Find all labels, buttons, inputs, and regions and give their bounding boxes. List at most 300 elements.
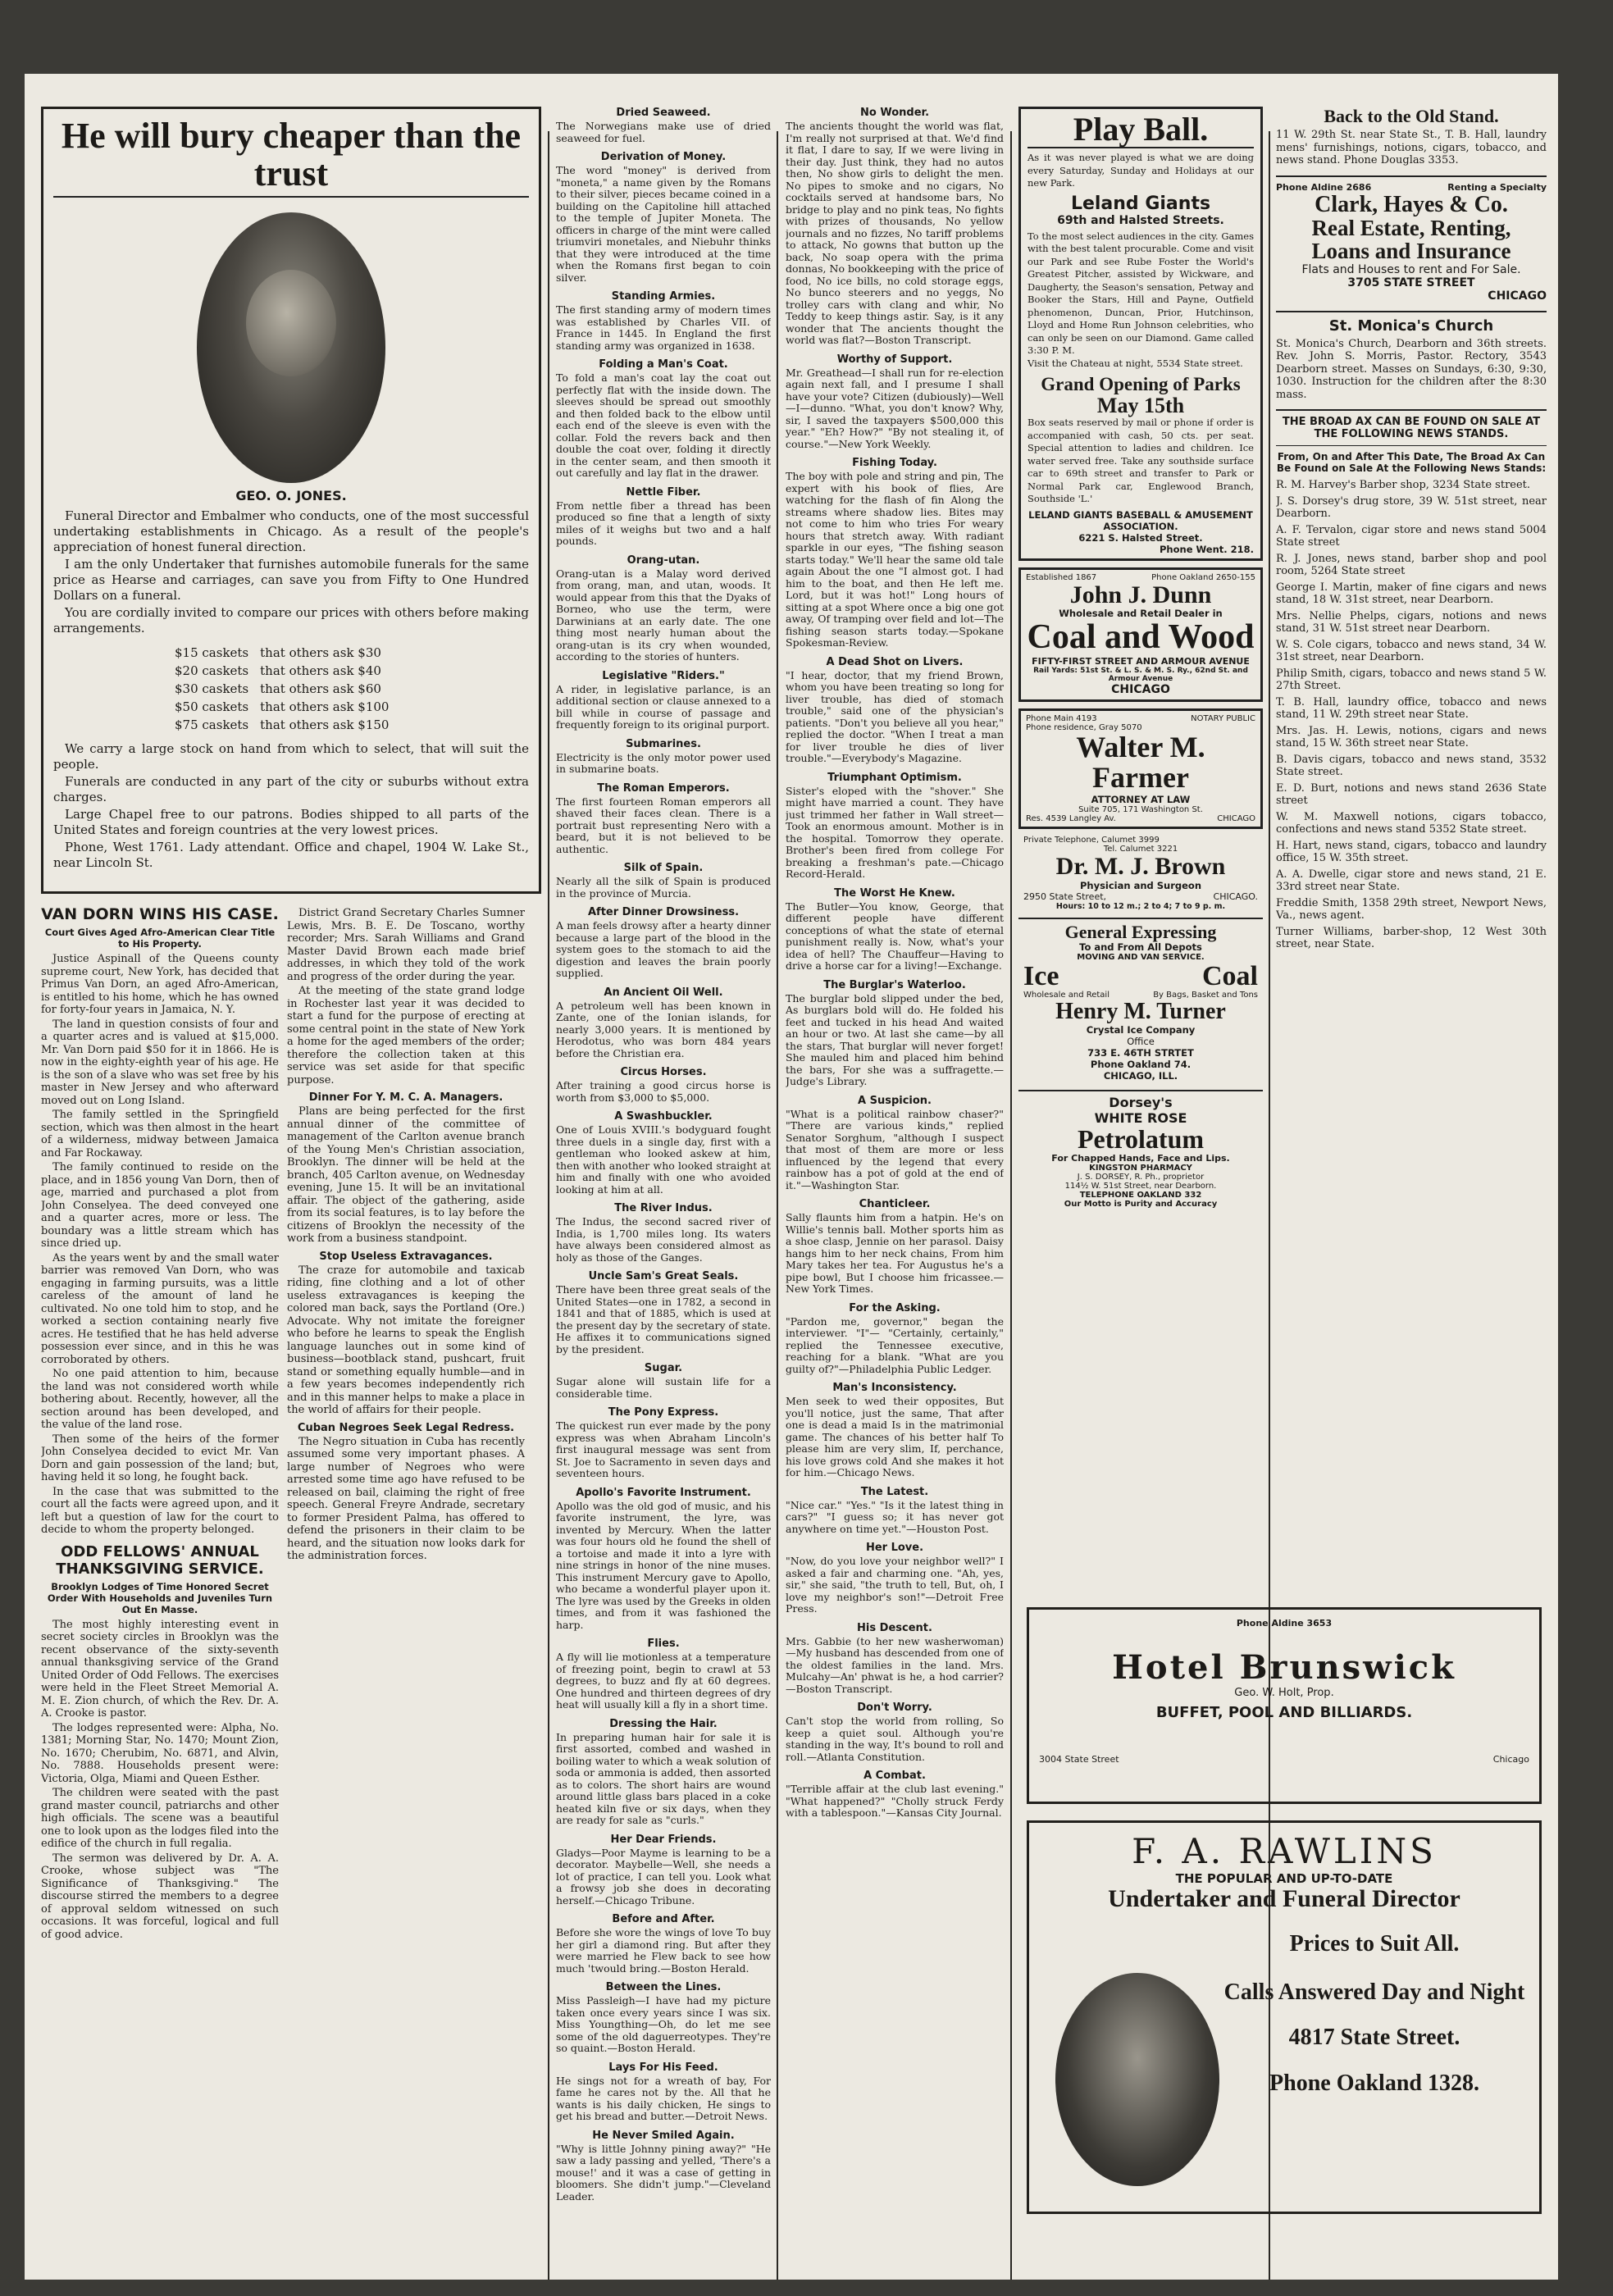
- miscellany-column: [556, 107, 771, 1827]
- column-2: [556, 107, 771, 2271]
- clark-address: 3705 STATE STREET: [1347, 276, 1475, 289]
- newsstand-entry: E. D. Burt, notions and news stand 2636 State street: [1276, 781, 1547, 808]
- clark-line2: Loans and Insurance: [1311, 239, 1511, 264]
- short-item: [556, 107, 771, 144]
- short-item: [556, 1406, 771, 1480]
- item-body: Miss Passleigh—I have had my picture taken once every years since I was six. Miss Youngthing—Oh, do let me see some of the old daguerreotypes. They're so quaint.—Boston Herald.: [556, 1994, 771, 2054]
- newsstand-entry: J. S. Dorsey's drug store, 39 W. 51st street, near Dearborn.: [1276, 494, 1547, 521]
- rawlins-address: 4817 State Street.: [1288, 2025, 1460, 2051]
- brunswick-city: Chicago: [1492, 1754, 1529, 1765]
- paragraph: The children were seated with the past grand master council, patriarchs and other high officials. The scene was a beautiful one to look upon as the lodges filed into the edifice of the church in full regalia.: [41, 1787, 279, 1850]
- price-table: [168, 643, 395, 735]
- item-body: Sugar alone will sustain life for a considerable time.: [556, 1375, 771, 1400]
- dunn-street: FIFTY-FIRST STREET AND ARMOUR AVENUE: [1032, 655, 1250, 667]
- item-title: Dressing the Hair.: [609, 1717, 718, 1730]
- short-item: [556, 1066, 771, 1104]
- rawlins-name: F. A. RAWLINS: [1132, 1831, 1437, 1871]
- item-title: Between the Lines.: [605, 1981, 722, 1993]
- turner-sub: To and From All Depots: [1079, 941, 1202, 953]
- paragraph: Funerals are conducted in any part of the city or suburbs without extra charges.: [53, 774, 529, 805]
- dorsey-use: For Chapped Hands, Face and Lips.: [1051, 1153, 1230, 1164]
- turner-phone: Phone Oakland 74.: [1090, 1058, 1192, 1070]
- paragraph: You are cordially invited to compare our prices with others before making arrangements.: [53, 605, 529, 636]
- item-title: Circus Horses.: [620, 1066, 707, 1078]
- opening-body: Box seats reserved by mail or phone if order is accompanied with cash, 50 cts. per seat. Special attention to ladies and children. Ice water served free. Take any southside surface car to 69th street and transfer to Park or Normal Park car, Englewood Branch, Southside 'L.': [1027, 417, 1254, 505]
- grand-lodge-body: [287, 907, 525, 1086]
- item-title: A Dead Shot on Livers.: [826, 655, 964, 668]
- item-title: Chanticleer.: [859, 1198, 931, 1210]
- jokes-column: [556, 1834, 771, 2203]
- short-item: [786, 772, 1004, 881]
- short-item: [786, 353, 1004, 451]
- item-body: The word "money" is derived from "moneta," a name given by the Romans to their silver, pieces became coined in a building on the Capitoline hill attached to the temple of Jupiter Moneta. The officers in charge of the mint were called triumviri monetales, and Niebuhr thinks that they were introduced at the time when the Romans first began to coin silver.: [556, 164, 771, 284]
- paragraph: Then some of the heirs of the former John Conselyea decided to evict Mr. Van Dorn and gain possession of the land; but, having held it so long, he fought back.: [41, 1433, 279, 1483]
- old-stand-ad: [1276, 107, 1547, 167]
- brown-private: Private Telephone, Calumet 3999: [1023, 836, 1160, 845]
- dorsey-brand: Dorsey's: [1109, 1094, 1173, 1110]
- newsstand-entry: Turner Williams, barber-shop, 12 West 30th street, near State.: [1276, 925, 1547, 951]
- item-title: Triumphant Optimism.: [827, 771, 962, 784]
- odd-fellows-body: [41, 1619, 279, 1942]
- ad-headline: He will bury cheaper than the trust: [53, 117, 529, 198]
- price-cell: $30 caskets: [175, 681, 249, 697]
- short-item: [556, 738, 771, 776]
- item-title: Orang-utan.: [627, 554, 700, 567]
- column-rule: [548, 131, 549, 2280]
- price-cell: that others ask $150: [260, 718, 390, 733]
- item-body: The Butler—You know, George, that different people have different conceptions of what the state of eternal punishment really is. Now, what's your idea of hell? The Chauffeur—Having to drive a horse car for a living!—Exchange.: [786, 900, 1004, 972]
- short-item: [556, 151, 771, 284]
- clark-ad: [1276, 175, 1547, 303]
- item-title: Dried Seaweed.: [616, 107, 711, 119]
- chateau-note: Visit the Chateau at night, 5534 State street.: [1027, 357, 1243, 369]
- item-body: Men seek to wed their opposites, But you'll notice, just the same, That after one is dead a maid Is in the matrimonial game. The chances of his better half To please him are very slim, If, perchance, his love grows cold And she makes it hot for him.—Chicago News.: [786, 1395, 1004, 1478]
- price-cell: $15 caskets: [175, 645, 249, 661]
- rawlins-ad: [1027, 1820, 1542, 2214]
- paragraph: The land in question consists of four and a quarter acres and is valued at $15,000. Mr. Van Dorn paid $50 for it in 1866. He is now in the eighty-eighth year of his age. He is the son of a slave who was set free by his master in New Jersey and who afterward moved out on Long Island.: [41, 1018, 279, 1107]
- short-item: [556, 1362, 771, 1400]
- short-item: [786, 887, 1004, 973]
- paragraph: The family settled in the Springfield section, which was then almost in the heart of a wilderness, midway between Jamaica and Far Rockaway.: [41, 1109, 279, 1159]
- dunn-name: John J. Dunn: [1069, 581, 1212, 608]
- item-title: Standing Armies.: [611, 290, 716, 303]
- item-body: A man feels drowsy after a hearty dinner because a large part of the blood in the system goes to the stomach to aid the digestion and leaves the brain poorly supplied.: [556, 919, 771, 979]
- short-item: [556, 782, 771, 856]
- price-row: [170, 663, 394, 679]
- item-body: Electricity is the only motor power used in submarine boats.: [556, 750, 771, 775]
- short-item: [556, 1270, 771, 1355]
- dorsey-address: 114½ W. 51st Street, near Dearborn.: [1064, 1182, 1217, 1191]
- short-item: [786, 457, 1004, 649]
- column-5: [1276, 107, 1547, 1607]
- short-item: [556, 2061, 771, 2123]
- short-item: [786, 1770, 1004, 1820]
- item-body: There have been three great seals of the United States—one in 1782, a second in 1841 and that of 1885, which is used at the present day by the secretary of state. He affixes it to communications signed by the president.: [556, 1283, 771, 1355]
- item-title: After Dinner Drowsiness.: [587, 906, 740, 918]
- item-title: Flies.: [647, 1638, 680, 1650]
- paragraph: Large Chapel free to our patrons. Bodies shipped to all parts of the United States and foreign countries at the very lowest prices.: [53, 807, 529, 838]
- clark-city: CHICAGO: [1488, 289, 1547, 303]
- item-body: "Pardon me, governor," began the interviewer. "I"— "Certainly, certainly," replied the Tennessee executive, reaching for a blank. "What are you guilty of?"—Philadelphia Public Ledger.: [786, 1314, 1004, 1375]
- undertaker-ad: [41, 107, 541, 894]
- short-item: [786, 107, 1004, 347]
- dunn-ad: [1018, 567, 1263, 702]
- dorsey-product-a: WHITE ROSE: [1094, 1109, 1187, 1126]
- price-cell: that others ask $30: [260, 645, 381, 661]
- paragraph: In the case that was submitted to the court all the facts were agreed upon, and it left but a question of law for the court to decide to whom the property belonged.: [41, 1485, 279, 1536]
- short-item: [556, 1834, 771, 1907]
- farmer-residence: Res. 4539 Langley Av.: [1026, 814, 1116, 824]
- farmer-title: ATTORNEY AT LAW: [1091, 794, 1191, 806]
- monica-notice: [1276, 311, 1547, 402]
- rawlins-prices: Prices to Suit All.: [1289, 1930, 1460, 1957]
- brown-title: Physician and Surgeon: [1079, 879, 1202, 891]
- price-cell: that others ask $100: [260, 699, 390, 715]
- paragraph: Phone, West 1761. Lady attendant. Office and chapel, 1904 W. Lake St., near Lincoln St.: [53, 840, 529, 871]
- dorsey-ad: [1018, 1090, 1263, 1213]
- short-item: [786, 1382, 1004, 1479]
- ymca-title: Dinner For Y. M. C. A. Managers.: [308, 1091, 503, 1104]
- short-item: [786, 979, 1004, 1088]
- newsstand-entry: Mrs. Jas. H. Lewis, notions, cigars and news stand, 15 W. 36th street near State.: [1276, 724, 1547, 750]
- item-title: Folding a Man's Coat.: [599, 358, 728, 371]
- newsstand-entry: H. Hart, news stand, cigars, tobacco and laundry office, 15 W. 35th street.: [1276, 839, 1547, 865]
- item-title: His Descent.: [857, 1621, 932, 1634]
- newsstand-header: THE BROAD AX CAN BE FOUND ON SALE AT THE FOLLOWING NEWS STANDS.: [1282, 416, 1541, 441]
- van-dorn-headline: VAN DORN WINS HIS CASE.: [41, 905, 279, 923]
- paragraph: At the meeting of the state grand lodge in Rochester last year it was decided to start a fund for the purpose of erecting at some central point in the state of New York a home for the aged members of the order; therefore the collection taken at this service was set aside for that specific purpose.: [287, 985, 525, 1086]
- turner-ad: [1018, 918, 1263, 1085]
- item-body: From nettle fiber a thread has been produced so fine that a length of sixty miles of it weighs but two and a half pounds.: [556, 499, 771, 547]
- newsstand-entry: Freddie Smith, 1358 29th street, Newport News, Va., news agent.: [1276, 896, 1547, 922]
- dorsey-pharmacy: KINGSTON PHARMACY: [1089, 1164, 1192, 1173]
- item-title: Don't Worry.: [857, 1702, 932, 1714]
- brunswick-prop: Geo. W. Holt, Prop.: [1234, 1687, 1334, 1699]
- short-item: [556, 2130, 771, 2203]
- short-item: [786, 1542, 1004, 1615]
- turner-address: 733 E. 46TH STRTET: [1087, 1046, 1194, 1059]
- clark-line1: Real Estate, Renting,: [1311, 215, 1511, 240]
- rawlins-phone: Phone Oakland 1328.: [1269, 2070, 1479, 2096]
- turner-name: Henry M. Turner: [1055, 999, 1226, 1025]
- item-title: A Swashbuckler.: [614, 1110, 713, 1123]
- newsstand-entry: George I. Martin, maker of fine cigars and news stand, 18 W. 31st street, near Dearborn.: [1276, 581, 1547, 607]
- van-dorn-subhead: Court Gives Aged Afro-American Clear Title to His Property.: [44, 927, 276, 950]
- dorsey-product-b: Petrolatum: [1077, 1123, 1205, 1154]
- short-item: [556, 290, 771, 352]
- brown-address: 2950 State Street,: [1023, 891, 1107, 902]
- paragraph: The sermon was delivered by Dr. A. A. Crooke, whose subject was "The Significance of Thanksgiving." The discourse stirred the members to a degree of approval seldom witnessed on such occasions. It was forceful, logical and full of good advice.: [41, 1852, 279, 1941]
- lodge-column: [287, 905, 525, 1941]
- odd-fellows-subhead: Brooklyn Lodges of Time Honored Secret Order With Households and Juveniles Turn Out En Masse.: [47, 1580, 273, 1615]
- column-1: [41, 107, 541, 2271]
- item-title: Before and After.: [612, 1913, 715, 1925]
- play-ball-title: Play Ball.: [1027, 112, 1254, 148]
- short-item: [786, 1486, 1004, 1536]
- paragraph: We carry a large stock on hand from which to select, that will suit the people.: [53, 741, 529, 772]
- brunswick-phone: Phone Aldine 3653: [1236, 1618, 1333, 1629]
- newsstand-entry: R. J. Jones, news stand, barber shop and pool room, 5264 State street: [1276, 552, 1547, 578]
- short-item: [786, 1622, 1004, 1696]
- column-rule: [777, 131, 778, 2280]
- item-body: Gladys—Poor Mayme is learning to be a decorator. Maybelle—Well, she needs a lot of practice, I can tell you. Look what a frowsy job she does in decorating herself.—Chicago Tribune.: [556, 1846, 771, 1906]
- rawlins-details: [1219, 1924, 1529, 2186]
- portrait-photo: [197, 212, 385, 483]
- short-item: [786, 656, 1004, 765]
- item-title: Derivation of Money.: [600, 151, 727, 163]
- paragraph: I am the only Undertaker that furnishes automobile funerals for the same price as Hearse and carriages, can save you from Fifty to One Hundred Dollars on a funeral.: [53, 557, 529, 604]
- item-title: The Worst He Knew.: [834, 886, 955, 900]
- item-body: Apollo was the old god of music, and his favorite instrument, the lyre, was invented by Mercury. When the latter was four hours old he found the shell of a tortoise and made it into a lyre with nine strings in honor of the nine muses. This instrument Mercury gave to Apollo, who became a wonderful player upon it. The lyre was used by the Greeks in olden times, and from it was fashioned the harp.: [556, 1499, 771, 1631]
- short-item: [556, 670, 771, 731]
- newsstand-entry: A. F. Tervalon, cigar store and news stand 5004 State street: [1276, 523, 1547, 549]
- short-item: [786, 1702, 1004, 1763]
- brunswick-line: BUFFET, POOL AND BILLIARDS.: [1155, 1704, 1413, 1721]
- item-body: A fly will lie motionless at a temperature of freezing point, begin to crawl at 53 degrees, to buzz and fly at 60 degrees. One hundred and thirteen degrees of dry heat will usually kill a fly in a short time.: [556, 1651, 771, 1711]
- newspaper-page: [25, 74, 1558, 2280]
- dunn-yards: Rail Yards: 51st St. & L. S. & M. S. Ry., 62nd St. and Armour Avenue: [1033, 666, 1248, 683]
- dorsey-phone: TELEPHONE OAKLAND 332: [1079, 1191, 1202, 1200]
- short-item: [556, 1202, 771, 1264]
- ymca-body: Plans are being perfected for the first annual dinner of the committee of management of the Carlton avenue branch of the Young Men's Christian association, Brooklyn. The dinner will be held at the branch, 405 Carlton avenue, on Wednesday evening, June 15. It will be an invitational affair. The object of the gathering, aside from its social features, is to lay before the citizens of Brooklyn the necessity of the work from a business standpoint.: [287, 1105, 525, 1245]
- item-body: The burglar bold slipped under the bed, As burglars bold will do. He folded his feet and tucked in his head And waited an hour or two. At last she came—by all the stars, That burglar will never forget! She mauled him and placed him behind the bars, For she was a suffragette.—Judge's Library.: [786, 991, 1004, 1087]
- paragraph: No one paid attention to him, because the land was not considered worth while bothering about. Recently, however, all the section around has been developed, and the value of the land rose.: [41, 1368, 279, 1431]
- play-ball-body: To the most select audiences in the city. Games with the best talent procurable. Come and visit our Park and see Rube Foster the World's Greatest Pitcher, assisted by Wickware, and Daugherty, the Season's sensation, Petway and Booker the Stars, Hill and Payne, Outfield phenomenon, Duncan, Prior, Hutchinson, Lloyd and Home Run Johnson celebrities, who can only be seen on our Diamond. Game called 3:30 P. M.: [1027, 230, 1254, 356]
- newsstand-entry: Mrs. Nellie Phelps, cigars, notions and news stand, 31 W. 51st street near Dearborn.: [1276, 609, 1547, 636]
- item-title: He Never Smiled Again.: [592, 2129, 735, 2142]
- item-title: Fishing Today.: [852, 457, 937, 469]
- short-item: [556, 1487, 771, 1632]
- item-body: A rider, in legislative parlance, is an additional section or clause annexed to a bill while in course of passage and frequently foreign to its original purport.: [556, 682, 771, 731]
- ad-closing: [53, 741, 529, 871]
- price-cell: $20 caskets: [175, 663, 249, 679]
- price-row: [170, 699, 394, 715]
- ad-paragraphs: [53, 508, 529, 636]
- item-body: Sister's eloped with the "shover." She might have married a count. They have just trimmed her father in Wall street—Took an enormous amount. Mother is in the hospital. Tomorrow they operate. Brother's been fired from college For breaking a freshman's pate.—Chicago Record-Herald.: [786, 784, 1004, 880]
- farmer-ad: [1018, 708, 1263, 830]
- van-dorn-body: [41, 953, 279, 1537]
- newsstand-entry: R. M. Harvey's Barber shop, 3234 State street.: [1276, 479, 1531, 492]
- item-body: Before she wore the wings of love To buy her girl a diamond ring. But after they were married he Flew back to see how much 'twould bring.—Boston Herald.: [556, 1926, 771, 1975]
- item-title: Her Love.: [865, 1542, 924, 1554]
- item-body: Orang-utan is a Malay word derived from orang, man, and utan, woods. It would appear from this that the Dyaks of Borneo, who use the term, were Darwinians at an early date. The one thing most nearly human about the orang-utan is its cry when wounded, according to the stories of hunters.: [556, 567, 771, 663]
- brunswick-name: Hotel Brunswick: [1112, 1648, 1456, 1687]
- dorsey-prop: J. S. DORSEY, R. Ph., proprietor: [1077, 1173, 1205, 1182]
- paragraph: The family continued to reside on the place, and in 1856 young Van Dorn, then of age, married and purchased a plot from John Conselyea. The deed conveyed one and a quarter acres, more or less. The boundary was a little stream which has since dried up.: [41, 1161, 279, 1250]
- short-item: [786, 1095, 1004, 1192]
- item-body: A petroleum well has been known in Zante, one of the Ionian islands, for nearly 3,000 years. It is mentioned by Herodotus, who was born 484 years before the Christian era.: [556, 999, 771, 1059]
- farmer-name: Walter M. Farmer: [1076, 730, 1205, 795]
- brunswick-address: 3004 State Street: [1039, 1754, 1119, 1765]
- newsstand-entry: B. Davis cigars, tobacco and news stand, 3532 State street.: [1276, 753, 1547, 779]
- farmer-res-phone: Phone residence, Gray 5070: [1026, 722, 1142, 732]
- dunn-established: Established 1867: [1026, 572, 1097, 582]
- farmer-notary: NOTARY PUBLIC: [1191, 713, 1255, 723]
- association-name: LELAND GIANTS BASEBALL & AMUSEMENT ASSOCIATION.: [1028, 508, 1253, 532]
- short-item: [556, 986, 771, 1060]
- clark-specialty: Renting a Specialty: [1447, 181, 1547, 193]
- paragraph: District Grand Secretary Charles Sumner Lewis, Mrs. B. E. De Toscano, worthy recorder; Mrs. Sarah Williams and Grand Master David Brown each made brief addresses, in which they told of the work and progress of the order during the year.: [287, 907, 525, 983]
- item-title: Lays For His Feed.: [608, 2061, 718, 2074]
- short-item: [556, 358, 771, 480]
- item-title: Her Dear Friends.: [610, 1833, 717, 1846]
- price-cell: that others ask $40: [260, 663, 381, 679]
- item-title: The Pony Express.: [608, 1406, 719, 1419]
- short-item: [556, 906, 771, 980]
- price-row: [170, 681, 394, 697]
- short-item: [556, 862, 771, 900]
- dunn-phone: Phone Oakland 2650-155: [1151, 572, 1255, 582]
- news-section: [41, 905, 541, 1941]
- association-address: 6221 S. Halsted Street.: [1078, 531, 1203, 544]
- old-stand-body: 11 W. 29th St. near State St., T. B. Hall, laundry mens' furnishings, notions, cigars, tobacco, and news stand. Phone Douglas 3353.: [1276, 129, 1547, 167]
- dunn-sub: Wholesale and Retail Dealer in: [1059, 608, 1223, 620]
- short-item: [556, 554, 771, 663]
- verse-column: [786, 107, 1004, 1820]
- item-body: He sings not for a wreath of bay, For fame he cares not by the. All that he wants is his daily chicken, He sings to get his bread and butter.—Detroit News.: [556, 2074, 771, 2122]
- turner-company: Crystal Ice Company: [1086, 1023, 1196, 1036]
- brown-ad: [1018, 834, 1263, 913]
- newsstand-list: [1276, 409, 1547, 951]
- van-dorn-article: [41, 905, 279, 1941]
- short-item: [786, 1302, 1004, 1376]
- item-body: Mrs. Gabbie (to her new washerwoman)—My husband has descended from one of the oldest families in the land. Mrs. Mulcahy—An' phwat is he, a hod carrier?—Boston Transcript.: [786, 1634, 1004, 1695]
- rawlins-title: Undertaker and Funeral Director: [1108, 1885, 1460, 1912]
- newsstand-entry: W. S. Cole cigars, tobacco and news stand, 34 W. 31st street, near Dearborn.: [1276, 638, 1547, 664]
- item-title: The Burglar's Waterloo.: [823, 978, 966, 991]
- turner-title: General Expressing: [1064, 921, 1217, 942]
- play-ball-ad: [1018, 107, 1263, 561]
- item-body: The first standing army of modern times was established by Charles VII. of France in 1445. In England the first standing army was organized in 1638.: [556, 303, 771, 352]
- item-body: After training a good circus horse is worth from $3,000 to $5,000.: [556, 1079, 771, 1104]
- newsstand-entry: W. M. Maxwell notions, cigars tobacco, confections and news stand 5352 State street.: [1276, 810, 1547, 836]
- extravagance-title: Stop Useless Extravagances.: [319, 1250, 493, 1263]
- newsstand-entry: Philip Smith, cigars, tobacco and news stand 5 W. 27th Street.: [1276, 667, 1547, 693]
- item-title: Worthy of Support.: [836, 353, 953, 366]
- cuban-body: The Negro situation in Cuba has recently assumed some very important phases. A large number of Negroes who were arrested some time ago have refused to be released on bail, claiming the right of free speech. General Freyre Andrade, secretary to former President Palma, has offered to defend the prisoners in their claim to be heard, and the situation now looks dark for the administration forces.: [287, 1435, 525, 1562]
- item-body: To fold a man's coat lay the coat out perfectly flat with the inside down. The sleeves should be spread out smoothly and then folded back to the elbow until each end of the sleeve is even with the collar. Fold the revers back and then double the coat over, folding it directly in the center seam, and then smooth it out carefully and lay flat in the drawer.: [556, 371, 771, 479]
- odd-fellows-headline: ODD FELLOWS' ANNUAL THANKSGIVING SERVICE.: [56, 1542, 264, 1578]
- item-title: Nettle Fiber.: [626, 485, 701, 499]
- opening-date: May 15th: [1096, 394, 1185, 418]
- brunswick-ad: [1027, 1607, 1542, 1804]
- farmer-phone: Phone Main 4193: [1026, 713, 1097, 723]
- park-location: 69th and Halsted Streets.: [1057, 213, 1224, 227]
- item-title: Uncle Sam's Great Seals.: [588, 1270, 739, 1282]
- short-item: [556, 1638, 771, 1711]
- newsstand-intro: From, On and After This Date, The Broad Ax Can Be Found on Sale At the Following News Stands:: [1276, 445, 1547, 474]
- portrait-caption: GEO. O. JONES.: [235, 488, 347, 504]
- item-body: Sally flaunts him from a hatpin. He's on Willie's tennis ball. Mother sports him as a shoe clasp, Jennie on her parasol. Daisy hangs him to her neck chains, From him Mary takes her tea. For Augustus he's a pipe bowl, But I choose him fricassee.—New York Times.: [786, 1211, 1004, 1295]
- item-body: The ancients thought the world was flat, I'm really not surprised at that. We'd find it flat, I dare to say, If we were living in their day. Just think, they had no autos then, No show girls to delight the men. No pipes to smoke and no cigars, No cocktails served at handsome bars, No bridge to play and no pink teas, No fights with prizes of thousands, No yellow journals and no fizzes, No tariff problems to attack, No gowns that button up the back, No soap opera with the prima donnas, No bookkeeping with the price of food, No ice bills, no cold storage eggs, No bunco steerers and no yeggs, No trolley cars with clang and whir, No Teddy to keep things astir. Say, is it any wonder that The ancients thought the world was flat?—Boston Transcript.: [786, 120, 1004, 346]
- rawlins-calls: Calls Answered Day and Night: [1223, 1979, 1525, 2005]
- item-body: Mr. Greathead—I shall run for re-election again next fall, and I presume I shall have your vote? Citizen (dubiously)—Well—I—dunno. "What, you don't know? Why, sir, I saved the taxpayers $500,000 this year." "Eh? How?" "By not stealing it, of course."—New York Weekly.: [786, 366, 1004, 450]
- paragraph: The lodges represented were: Alpha, No. 1381; Morning Star, No. 1470; Mount Zion, No. 1670; Cherubim, No. 6871, and Alvin, No. 7888. Households present were: Victoria, Olga, Miami and Queen Esther.: [41, 1721, 279, 1785]
- item-title: Apollo's Favorite Instrument.: [576, 1486, 751, 1499]
- column-3: [786, 107, 1004, 2271]
- paragraph: As the years went by and the small water barrier was removed Van Dorn, who was engaging in farming pursuits, was a little careless of the amount of land he cultivated. No one told him to stop, and he worked a section containing nearly five acres. He testified that he has held adverse possession ever since, and in this he was corroborated by others.: [41, 1251, 279, 1366]
- cuban-title: Cuban Negroes Seek Legal Redress.: [297, 1421, 515, 1434]
- paragraph: Funeral Director and Embalmer who conducts, one of the most successful undertaking establishments in Chicago. As a result of the people's appreciation of honest funeral direction.: [53, 508, 529, 555]
- turner-office: Office: [1127, 1035, 1155, 1047]
- item-body: The first fourteen Roman emperors all shaved their faces clean. There is a portrait bust representing Nero with a beard, but it is not believed to be authentic.: [556, 795, 771, 855]
- item-title: Legislative "Riders.": [602, 669, 725, 682]
- short-item: [556, 1981, 771, 2055]
- team-name: Leland Giants: [1070, 193, 1211, 214]
- item-body: "Now, do you love your neighbor well?" I asked a fair and charming one. "Ah, yes, sir," she said, "the truth to tell, But, oh, I love my neighbor's son!"—Detroit Free Press.: [786, 1555, 1004, 1615]
- monica-body: St. Monica's Church, Dearborn and 36th streets. Rev. John S. Morris, Pastor. Rectory, 3543 Dearborn street. Masses on Sundays, 6:30, 9:30, 1030. Instruction for the children after the 8:30 mass.: [1276, 337, 1547, 401]
- item-body: Can't stop the world from rolling, So keep a quiet soul. Although you're standing in the way, It's bound to roll and roll.—Atlanta Constitution.: [786, 1715, 1004, 1763]
- rawlins-portrait: [1055, 1973, 1219, 2186]
- item-body: "Why is little Johnny pining away?" "He saw a lady passing and yelled, 'There's a mouse!' and it was a case of getting in bloomers. She didn't jump."—Cleveland Leader.: [556, 2142, 771, 2203]
- item-body: Nearly all the silk of Spain is produced in the province of Murcia.: [556, 875, 771, 900]
- item-body: In preparing human hair for sale it is first assorted, combed and washed in boiling water to which a weak solution of soda or ammonia is added, then assorted as to colors. The short hairs are wound around little glass bars placed in a coke heated kiln five or six days, when they are ready for sale as "curls.": [556, 1730, 771, 1826]
- turner-right: By Bags, Basket and Tons: [1153, 991, 1258, 1000]
- association-phone: Phone Went. 218.: [1159, 543, 1254, 555]
- brown-tel: Tel. Calumet 3221: [1103, 845, 1178, 854]
- short-item: [786, 1198, 1004, 1296]
- turner-city: CHICAGO, ILL.: [1103, 1069, 1178, 1082]
- item-body: The Indus, the second sacred river of India, is 1,700 miles long. Its waters have always been considered almost as holy as those of the Ganges.: [556, 1215, 771, 1264]
- short-item: [556, 1110, 771, 1196]
- item-title: The River Indus.: [614, 1202, 713, 1214]
- item-title: Man's Inconsistency.: [832, 1382, 957, 1394]
- dunn-goods: Coal and Wood: [1027, 618, 1255, 657]
- newsstand-entry: A. A. Dwelle, cigar store and news stand, 21 E. 33rd street near State.: [1276, 868, 1547, 894]
- brown-name: Dr. M. J. Brown: [1055, 853, 1226, 881]
- price-cell: $50 caskets: [175, 699, 249, 715]
- item-title: The Latest.: [860, 1485, 929, 1498]
- old-stand-title: Back to the Old Stand.: [1324, 107, 1499, 126]
- clark-name: Clark, Hayes & Co.: [1315, 191, 1508, 217]
- short-item: [556, 1718, 771, 1827]
- turner-coal: Coal: [1202, 960, 1258, 991]
- clark-phone: Phone Aldine 2686: [1276, 181, 1372, 193]
- price-row: [170, 645, 394, 661]
- farmer-suite: Suite 705, 171 Washington St.: [1078, 805, 1203, 815]
- farmer-city: CHICAGO: [1217, 814, 1255, 824]
- rawlins-tag: THE POPULAR AND UP-TO-DATE: [1175, 1871, 1393, 1886]
- short-item: [556, 486, 771, 548]
- turner-left: Wholesale and Retail: [1023, 991, 1110, 1000]
- item-body: "Terrible affair at the club last evening." "What happened?" "Cholly struck Ferdy with a tablespoon."—Kansas City Journal.: [786, 1783, 1004, 1819]
- item-title: Sugar.: [644, 1362, 683, 1374]
- item-title: A Suspicion.: [858, 1094, 932, 1107]
- item-title: An Ancient Oil Well.: [604, 986, 723, 999]
- item-title: For the Asking.: [849, 1301, 941, 1314]
- item-body: The Norwegians make use of dried seaweed for fuel.: [556, 120, 771, 144]
- play-ball-intro: As it was never played is what we are doing every Saturday, Sunday and Holidays at our new Park.: [1027, 152, 1254, 189]
- item-title: Submarines.: [626, 737, 701, 750]
- item-body: "What is a political rainbow chaser?" "There are various kinds," replied Senator Sorghum, "although I suspect that most of them are more or less influenced by the legend that every rainbow has a pot of gold at the end of it."—Washington Star.: [786, 1107, 1004, 1191]
- price-cell: that others ask $60: [260, 681, 381, 697]
- item-title: A Combat.: [863, 1770, 926, 1782]
- price-row: [170, 717, 394, 733]
- paragraph: Justice Aspinall of the Queens county supreme court, New York, has decided that Primus Van Dorn, an aged Afro-American, is entitled to his home, which he has owned for forty-four years in Jamaica, N. Y.: [41, 953, 279, 1016]
- paragraph: The most highly interesting event in secret society circles in Brooklyn was the recent observance of the sixty-seventh annual thanksgiving service of the Grand United Order of Odd Fellows. The exercises were held in the Fleet Street Memorial A. M. E. Zion church, of which the Rev. Dr. A. A. Crooke is pastor.: [41, 1618, 279, 1720]
- short-item: [556, 1913, 771, 1975]
- price-cell: $75 caskets: [175, 718, 249, 733]
- brown-hours: Hours: 10 to 12 m.; 2 to 4; 7 to 9 p. m.: [1055, 901, 1226, 911]
- item-body: The boy with pole and string and pin, The expert with his book of flies, Are watching for the flash of fin Along the streams where shadow lies. Bites may not come to him who tries For weary hours that stretch away. With radiant sparkle in our eyes, "The fishing season starts today." We'll hear the same old tale again About the one "I almost got. I had him to the boat, and then He left me. Lord, but it was hot!" Long hours of sitting at a spot Where once a big one got away, Of tramping over field and lot—The fishing season starts today.—Spokane Spokesman-Review.: [786, 470, 1004, 649]
- newsstand-entries: [1276, 479, 1547, 951]
- clark-line3: Flats and Houses to rent and For Sale.: [1301, 262, 1521, 276]
- item-title: No Wonder.: [859, 107, 930, 119]
- dorsey-motto: Our Motto is Purity and Accuracy: [1064, 1200, 1218, 1210]
- turner-ice: Ice: [1023, 960, 1059, 991]
- column-rule: [1010, 131, 1012, 2280]
- item-body: One of Louis XVIII.'s bodyguard fought three duels in a single day, first with a gentleman who looked askew at him, then with another who looked straight at him and finally with one who avoided looking at him at all.: [556, 1123, 771, 1196]
